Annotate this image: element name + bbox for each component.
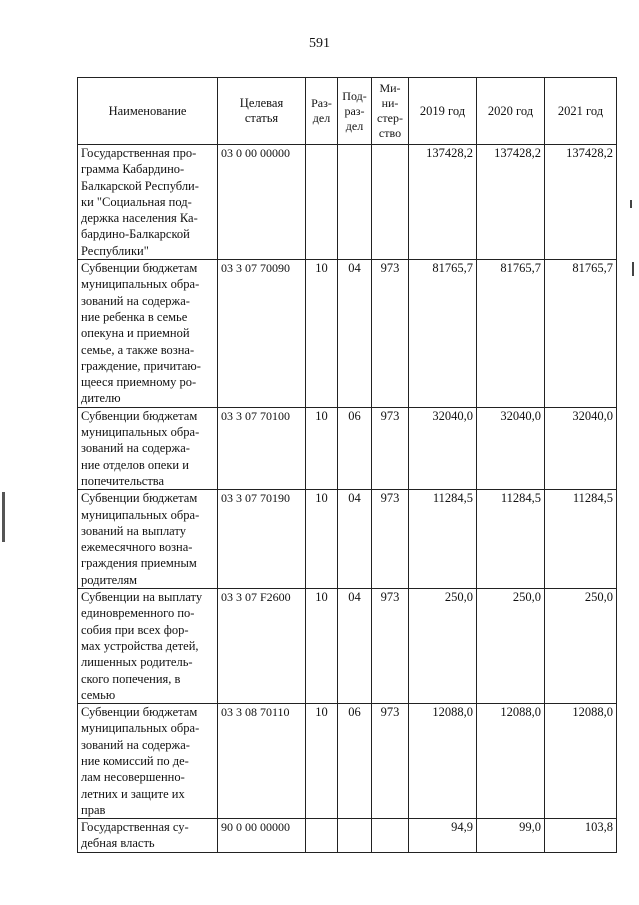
row-2019: 81765,7 bbox=[409, 260, 477, 408]
row-2020: 32040,0 bbox=[477, 407, 545, 489]
header-target-article: Целевая статья bbox=[218, 78, 306, 145]
row-2019: 32040,0 bbox=[409, 407, 477, 489]
header-2020: 2020 год bbox=[477, 78, 545, 145]
row-2020: 250,0 bbox=[477, 589, 545, 704]
row-target-article: 03 3 07 70090 bbox=[218, 260, 306, 408]
row-section bbox=[306, 145, 338, 260]
table-header-row bbox=[78, 78, 617, 145]
table-row bbox=[78, 819, 617, 853]
row-2020: 81765,7 bbox=[477, 260, 545, 408]
row-subsection bbox=[338, 819, 372, 853]
row-target-article: 90 0 00 00000 bbox=[218, 819, 306, 853]
row-2019: 250,0 bbox=[409, 589, 477, 704]
row-2021: 12088,0 bbox=[545, 704, 617, 819]
table-row bbox=[78, 589, 617, 704]
row-section bbox=[306, 819, 338, 853]
row-target-article: 03 3 07 F2600 bbox=[218, 589, 306, 704]
row-subsection: 04 bbox=[338, 589, 372, 704]
page-number: 591 bbox=[309, 36, 330, 51]
row-2021: 137428,2 bbox=[545, 145, 617, 260]
row-2019: 137428,2 bbox=[409, 145, 477, 260]
scan-edge-mark bbox=[2, 492, 5, 542]
header-section: Раз- дел bbox=[306, 78, 338, 145]
row-2019: 11284,5 bbox=[409, 490, 477, 589]
header-ministry: Ми- ни- стер- ство bbox=[372, 78, 409, 145]
row-subsection: 04 bbox=[338, 260, 372, 408]
row-section: 10 bbox=[306, 490, 338, 589]
table-row bbox=[78, 407, 617, 489]
budget-table bbox=[77, 77, 617, 853]
header-subsection: Под- раз- дел bbox=[338, 78, 372, 145]
row-2020: 12088,0 bbox=[477, 704, 545, 819]
row-subsection bbox=[338, 145, 372, 260]
row-name: Государственная су- дебная власть bbox=[78, 819, 218, 853]
row-target-article: 03 0 00 00000 bbox=[218, 145, 306, 260]
row-name: Субвенции бюджетам муниципальных обра- зований на содержа- ние ребенка в семье опекуна и приемной семье, а также возна- граждение, причитаю- щееся приемному ро- дителю bbox=[78, 260, 218, 408]
row-2021: 32040,0 bbox=[545, 407, 617, 489]
row-name: Субвенции на выплату единовременного по- собия при всех фор- мах устройства детей, лишенных родитель- ского попечения, в семью bbox=[78, 589, 218, 704]
row-ministry: 973 bbox=[372, 704, 409, 819]
row-2020: 99,0 bbox=[477, 819, 545, 853]
row-2021: 81765,7 bbox=[545, 260, 617, 408]
row-2019: 12088,0 bbox=[409, 704, 477, 819]
header-2019: 2019 год bbox=[409, 78, 477, 145]
table-row bbox=[78, 145, 617, 260]
row-name: Субвенции бюджетам муниципальных обра- зований на содержа- ние отделов опеки и попечительства bbox=[78, 407, 218, 489]
table-row bbox=[78, 490, 617, 589]
row-name: Субвенции бюджетам муниципальных обра- зований на выплату ежемесячного возна- граждения приемным родителям bbox=[78, 490, 218, 589]
row-target-article: 03 3 07 70100 bbox=[218, 407, 306, 489]
row-section: 10 bbox=[306, 704, 338, 819]
scan-edge-mark bbox=[630, 200, 632, 208]
row-2020: 137428,2 bbox=[477, 145, 545, 260]
table-row bbox=[78, 704, 617, 819]
row-ministry: 973 bbox=[372, 490, 409, 589]
row-ministry: 973 bbox=[372, 260, 409, 408]
row-subsection: 04 bbox=[338, 490, 372, 589]
row-2021: 103,8 bbox=[545, 819, 617, 853]
row-subsection: 06 bbox=[338, 407, 372, 489]
scan-edge-mark bbox=[632, 262, 634, 276]
row-subsection: 06 bbox=[338, 704, 372, 819]
row-ministry: 973 bbox=[372, 407, 409, 489]
row-section: 10 bbox=[306, 589, 338, 704]
row-name: Субвенции бюджетам муниципальных обра- зований на содержа- ние комиссий по де- лам несовершенно- летних и защите их прав bbox=[78, 704, 218, 819]
row-name: Государственная про- грамма Кабардино- Балкарской Республи- ки "Социальная под- держка населения Ка- бардино-Балкарской Республики" bbox=[78, 145, 218, 260]
row-ministry bbox=[372, 145, 409, 260]
row-ministry bbox=[372, 819, 409, 853]
row-2020: 11284,5 bbox=[477, 490, 545, 589]
header-2021: 2021 год bbox=[545, 78, 617, 145]
row-ministry: 973 bbox=[372, 589, 409, 704]
row-section: 10 bbox=[306, 260, 338, 408]
header-name: Наименование bbox=[78, 78, 218, 145]
row-section: 10 bbox=[306, 407, 338, 489]
row-target-article: 03 3 08 70110 bbox=[218, 704, 306, 819]
row-2019: 94,9 bbox=[409, 819, 477, 853]
row-target-article: 03 3 07 70190 bbox=[218, 490, 306, 589]
row-2021: 11284,5 bbox=[545, 490, 617, 589]
table-row bbox=[78, 260, 617, 408]
row-2021: 250,0 bbox=[545, 589, 617, 704]
